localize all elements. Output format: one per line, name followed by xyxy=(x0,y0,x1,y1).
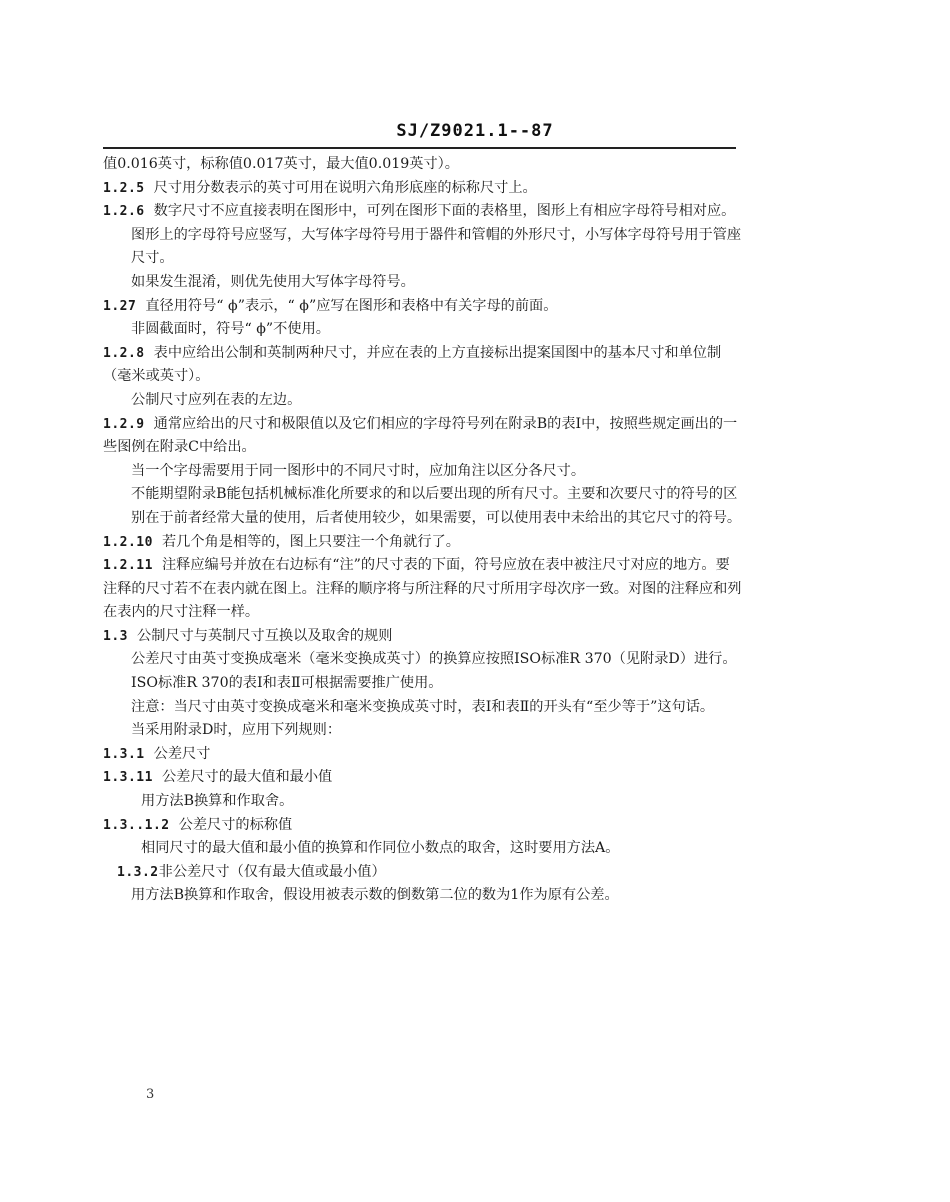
paragraph: 1.2.5 尺寸用分数表示的英寸可用在说明六角形底座的标称尺寸上。 xyxy=(103,179,537,196)
paragraph: 相同尺寸的最大值和最小值的换算和作同位小数点的取舍，这时要用方法A。 xyxy=(141,840,620,857)
header-rule xyxy=(103,147,736,149)
paragraph: 用方法B换算和作取舍。 xyxy=(141,793,294,810)
page-number: 3 xyxy=(146,1087,155,1102)
paragraph: 值0.016英寸，标称值0.017英寸，最大值0.019英寸）。 xyxy=(103,156,459,172)
paragraph: 当一个字母需要用于同一图形中的不同尺寸时，应加角注以区分各尺寸。 xyxy=(131,462,586,479)
paragraph: 1.3.11 公差尺寸的最大值和最小值 xyxy=(103,769,333,786)
paragraph: 当采用附录D时，应用下列规则： xyxy=(131,722,342,739)
paragraph: 1.2.9 通常应给出的尺寸和极限值以及它们相应的字母符号列在附录B的表Ⅰ中，按照些规定画出的一些图例在附录C中给出。 xyxy=(103,415,738,456)
paragraph: 注意：当尺寸由英寸变换成毫米和毫米变换成英寸时，表Ⅰ和表Ⅱ的开头有“至少等于”这句话。 xyxy=(131,698,715,715)
body-text xyxy=(103,153,743,908)
paragraph: 1.27 直径用符号“ ϕ”表示，“ ϕ”应写在图形和表格中有关字母的前面。 xyxy=(103,297,558,314)
paragraph: 1.2.8 表中应给出公制和英制两种尺寸，并应在表的上方直接标出提案国图中的基本尺寸和单位制（毫米或英寸）。 xyxy=(103,344,722,385)
paragraph: 用方法B换算和作取舍，假设用被表示数的倒数第二位的数为1作为原有公差。 xyxy=(131,887,619,904)
paragraph: 公差尺寸由英寸变换成毫米（毫米变换成英寸）的换算应按照ISO标准R 370（见附录D）进行。 xyxy=(131,651,737,668)
paragraph: 1.2.6 数字尺寸不应直接表明在图形中，可列在图形下面的表格里，图形上有相应字母符号相对应。 xyxy=(103,203,736,220)
paragraph: 1.3.2非公差尺寸（仅有最大值或最小值） xyxy=(117,863,386,880)
paragraph: 1.3.1 公差尺寸 xyxy=(103,745,211,762)
paragraph: 1.2.10 若几个角是相等的，图上只要注一个角就行了。 xyxy=(103,533,460,550)
paragraph: 1.2.11 注释应编号并放在右边标有“注”的尺寸表的下面，符号应放在表中被注尺寸对应的地方。要注释的尺寸若不在表内就在图上。注释的顺序将与所注释的尺寸所用字母次序一致。对图的注释应和列在表内的尺寸注释一样。 xyxy=(103,557,742,621)
paragraph: 图形上的字母符号应竖写，大写体字母符号用于器件和管帽的外形尺寸，小写体字母符号用于管座尺寸。 xyxy=(131,226,742,267)
paragraph: 1.3 公制尺寸与英制尺寸互换以及取舍的规则 xyxy=(103,627,393,644)
paragraph: 非圆截面时，符号“ ϕ”不使用。 xyxy=(131,321,330,338)
paragraph: 如果发生混淆，则优先使用大写体字母符号。 xyxy=(131,273,415,290)
standard-code-header: SJ/Z9021.1--87 xyxy=(396,121,554,141)
paragraph: 1.3..1.2 公差尺寸的标称值 xyxy=(103,816,293,833)
paragraph: 公制尺寸应列在表的左边。 xyxy=(131,391,302,408)
paragraph: ISO标准R 370的表Ⅰ和表Ⅱ可根据需要推广使用。 xyxy=(131,675,443,692)
paragraph: 不能期望附录B能包括机械标准化所要求的和以后要出现的所有尺寸。主要和次要尺寸的符号的区别在于前者经常大量的使用，后者使用较少，如果需要，可以使用表中未给出的其它尺寸的符号。 xyxy=(131,486,742,526)
